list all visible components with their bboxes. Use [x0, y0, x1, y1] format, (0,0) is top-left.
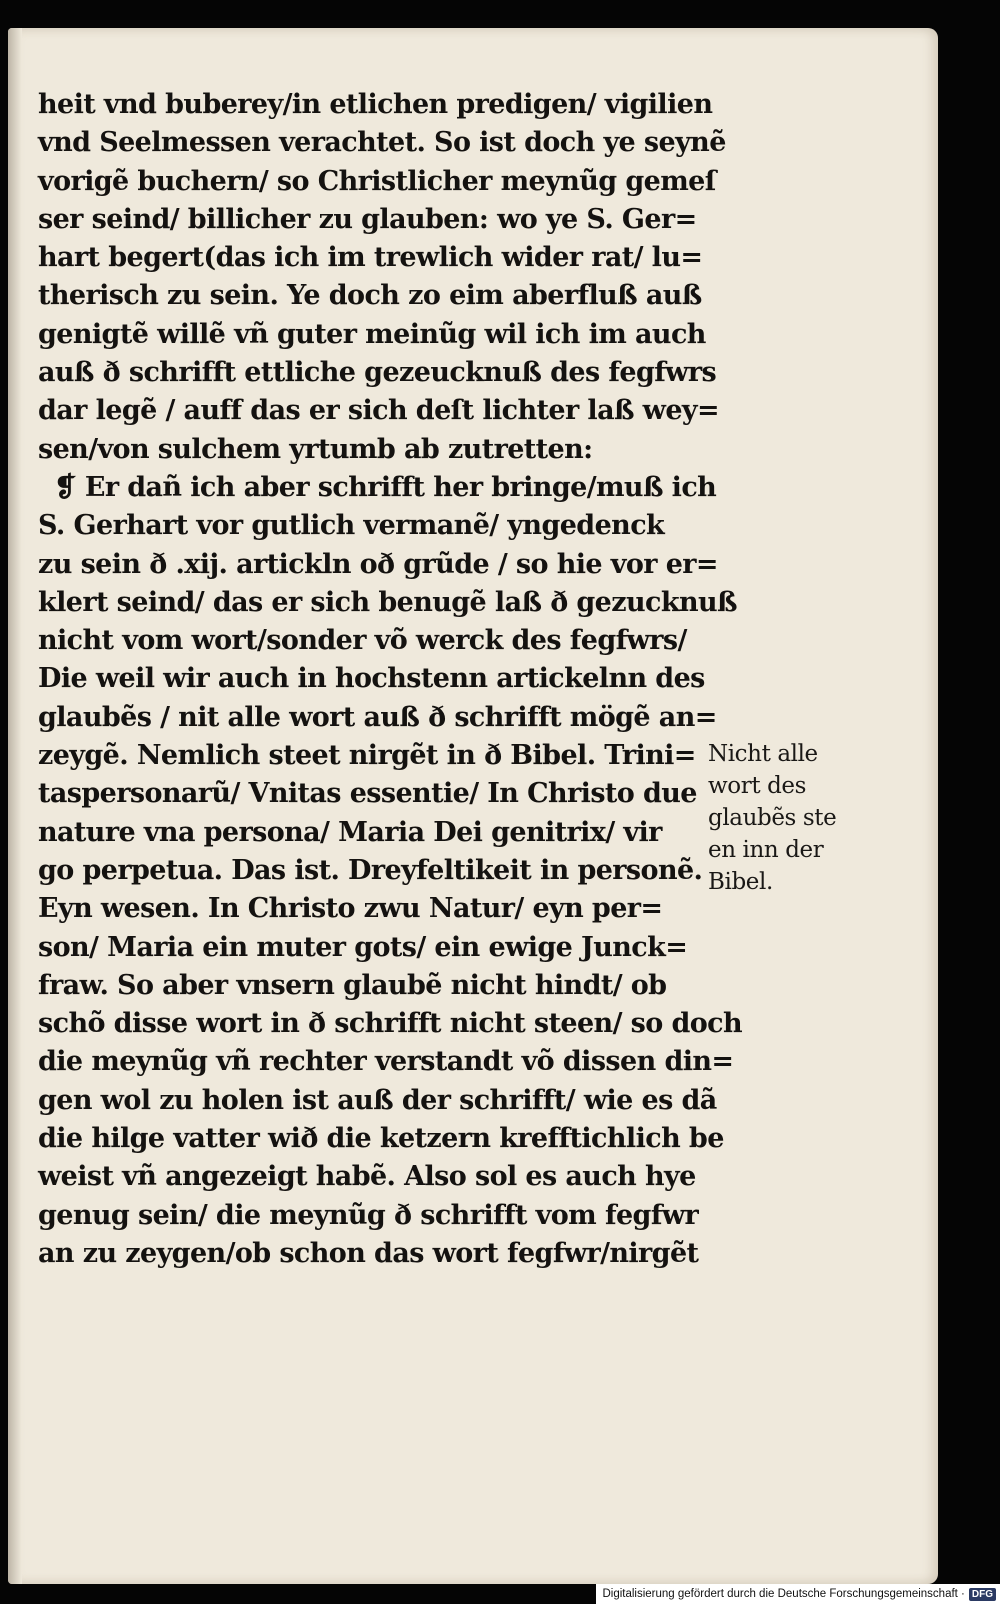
text-line: taspersonarũ/ Vnitas essentie/ In Christo due: [38, 778, 697, 810]
text-line: die meynũg vñ rechter verstandt võ dissen din=: [38, 1046, 734, 1078]
text-line: glaubẽs / nit alle wort auß ð schrifft mögẽ an=: [38, 701, 717, 733]
text-line: fraw. So aber vnsern glaubẽ nicht hindt/ ob: [38, 969, 667, 1001]
marginal-note: [708, 738, 858, 898]
text-line: nature vna persona/ Maria Dei genitrix/ vir: [38, 816, 662, 848]
text-line: die hilge vatter wið die ketzern krefftichlich be: [38, 1123, 724, 1155]
marginal-note-line: glaubẽs ste: [708, 805, 837, 831]
text-line: therisch zu sein. Ye doch zo eim aberfluß auß: [38, 280, 702, 312]
text-line: heit vnd buberey/in etlichen predigen/ vigilien: [38, 89, 713, 120]
text-line: an zu zeygen/ob schon das wort fegfwr/nirgẽt: [38, 1237, 699, 1269]
text-line: Eyn wesen. In Christo zwu Natur/ eyn per=: [38, 893, 663, 925]
text-line: genigtẽ willẽ vñ guter meinũg wil ich im auch: [38, 318, 706, 350]
text-line: dar legẽ / auff das er sich deſt lichter laß wey=: [38, 395, 720, 427]
text-line: zu sein ð .xij. artickln oð grũde / so hie vor er=: [38, 548, 718, 580]
marginal-note-line: Bibel.: [708, 869, 773, 895]
page-gutter-shadow: [8, 28, 22, 1584]
text-line: gen wol zu holen ist auß der schrifft/ wie es dã: [38, 1084, 717, 1116]
text-line: genug sein/ die meynũg ð schrifft vom fegfwr: [38, 1199, 699, 1231]
text-line: Die weil wir auch in hochstenn artickelnn des: [38, 663, 705, 695]
text-line: nicht vom wort/sonder võ werck des fegfwrs/: [38, 625, 687, 657]
marginal-note-line: Nicht alle: [708, 741, 818, 767]
text-line: vorigẽ buchern/ so Christlicher meynũg gemeſ: [38, 165, 716, 197]
text-line: vnd Seelmessen verachtet. So ist doch ye seynẽ: [38, 127, 726, 159]
funding-footer: [596, 1584, 1000, 1604]
text-line: son/ Maria ein muter gots/ ein ewige Junck=: [38, 931, 688, 963]
text-line: sen/von sulchem yrtumb ab zutretten:: [38, 433, 593, 465]
text-line: go perpetua. Das ist. Dreyfeltikeit in personẽ.: [38, 854, 703, 886]
funding-credit-text: Digitalisierung gefördert durch die Deutsche Forschungsgemeinschaft ·: [602, 1588, 965, 1600]
text-line: klert seind/ das er sich benugẽ laß ð gezucknuß: [38, 586, 737, 618]
dfg-logo-icon: DFG: [969, 1588, 996, 1601]
marginal-note-line: wort des: [708, 773, 807, 799]
pilcrow-icon: ❡: [54, 471, 77, 503]
text-line: S. Gerhart vor gutlich vermanẽ/ yngedenck: [38, 510, 665, 542]
text-line: zeygẽ. Nemlich steet nirgẽt in ð Bibel. Trini=: [38, 740, 696, 772]
text-line: ser seind/ billicher zu glauben: wo ye S. Ger=: [38, 203, 697, 235]
paragraph-start-line: [38, 469, 717, 507]
book-page: [8, 28, 938, 1584]
main-text-block: [38, 86, 743, 1273]
text-line: weist vñ angezeigt habẽ. Also sol es auch hye: [38, 1161, 696, 1193]
text-line: auß ð schrifft ettliche gezeucknuß des fegfwrs: [38, 357, 717, 389]
text-line: Er dañ ich aber schrifft her bringe/muß ich: [84, 471, 717, 503]
marginal-note-line: en inn der: [708, 837, 824, 863]
text-line: schõ disse wort in ð schrifft nicht steen/ so doch: [38, 1008, 743, 1040]
text-line: hart begert(das ich im trewlich wider rat/ lu=: [38, 242, 703, 274]
